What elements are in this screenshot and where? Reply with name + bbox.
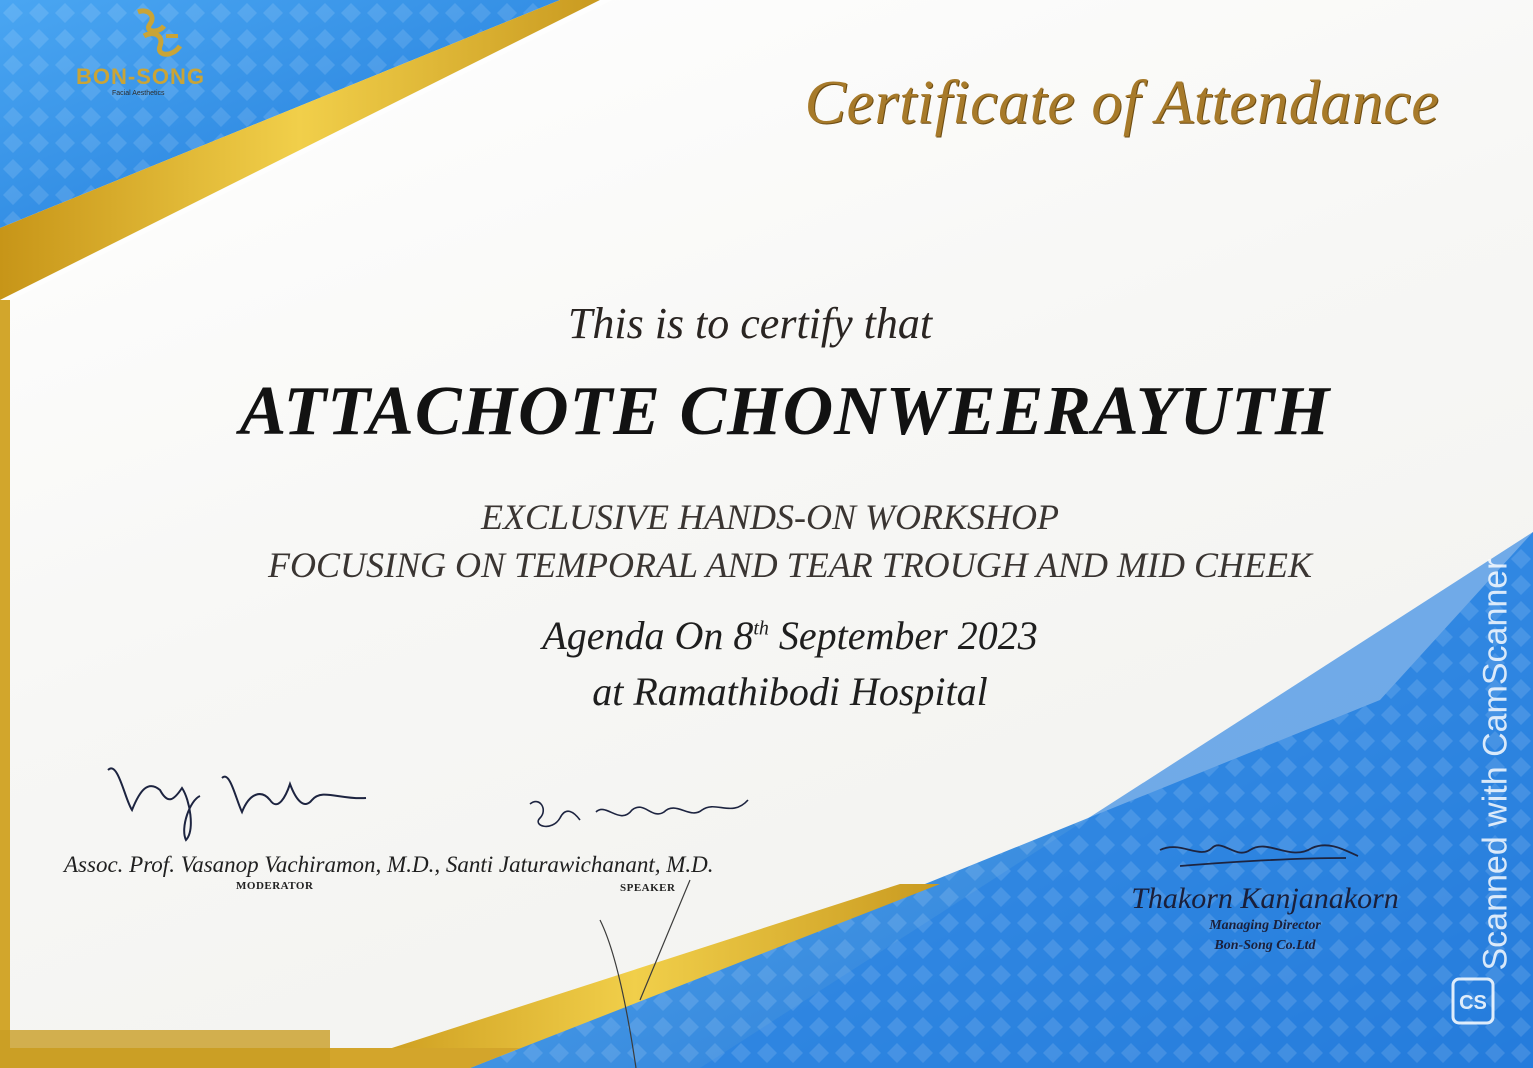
- director-title: Managing Director: [1209, 918, 1321, 933]
- agenda-date-suffix: th: [753, 617, 769, 640]
- logo-brand-name: BON-SONG: [76, 64, 205, 89]
- speaker-role: SPEAKER: [620, 882, 676, 894]
- certificate-title: Certificate of Attendance: [804, 69, 1440, 137]
- workshop-title-line-1: EXCLUSIVE HANDS-ON WORKSHOP: [481, 497, 1059, 537]
- signature-santi: [530, 800, 748, 826]
- camscanner-icon-label: CS: [1459, 992, 1487, 1014]
- camscanner-icon: [1450, 976, 1496, 1026]
- logo-subtitle: Facial Aesthetics: [112, 90, 165, 97]
- venue-line: at Ramathibodi Hospital: [592, 669, 988, 714]
- scanner-watermark: Scanned with CamScanner: [1476, 558, 1515, 971]
- director-company: Bon-Song Co.Ltd: [1214, 938, 1316, 953]
- agenda-month-year: September 2023: [768, 613, 1038, 658]
- signature-vasanop: [108, 768, 366, 840]
- agenda-prefix: Agenda On 8: [542, 613, 754, 658]
- bon-song-logo-icon: [128, 6, 192, 62]
- director-name: Thakorn Kanjanakorn: [1131, 882, 1399, 915]
- certify-line: This is to certify that: [567, 299, 933, 348]
- recipient-name: ATTACHOTE CHONWEERAYUTH: [239, 373, 1331, 450]
- workshop-title-line-2: FOCUSING ON TEMPORAL AND TEAR TROUGH AND MID CHEEK: [267, 545, 1313, 585]
- moderator-role: MODERATOR: [236, 880, 314, 892]
- agenda-date: [380, 612, 1200, 659]
- signatory-names: Assoc. Prof. Vasanop Vachiramon, M.D., Santi Jaturawichanant, M.D.: [64, 852, 714, 877]
